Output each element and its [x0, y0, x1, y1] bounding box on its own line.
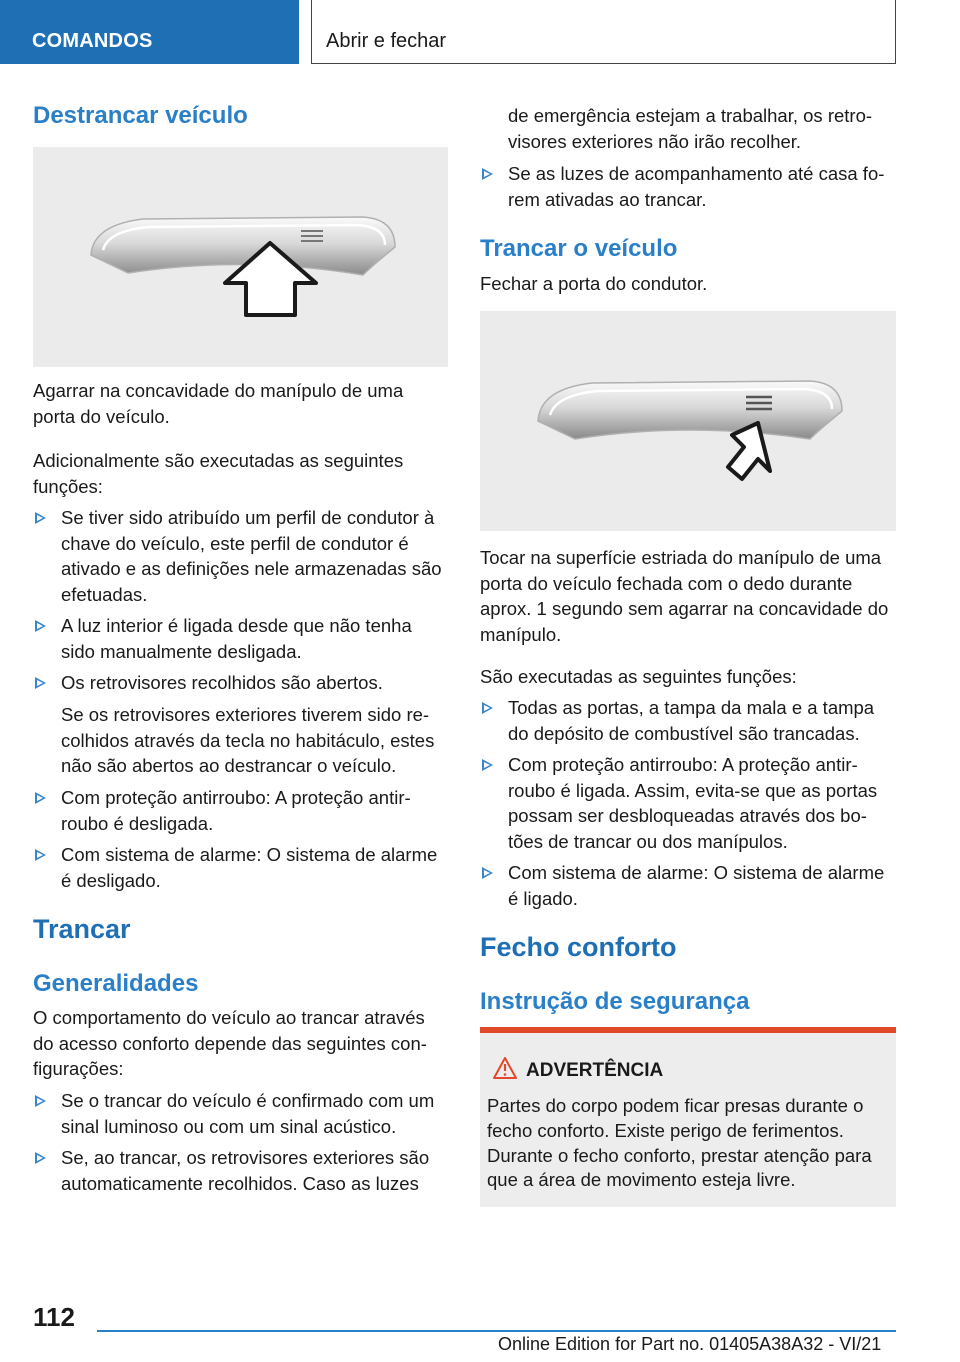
list-item: A luz interior é ligada desde que não tenha sido manualmente desligada. — [33, 613, 448, 664]
general-title: Generalidades — [33, 970, 199, 997]
general-text: O comportamento do veículo ao trancar através do acesso conforto depende das seguintes con-figurações: — [33, 1007, 427, 1080]
bullet-triangle-icon — [482, 702, 493, 714]
list-item: Se o trancar do veículo é confirmado com um sinal luminoso ou com um sinal acústico. — [33, 1088, 448, 1139]
bullet-triangle-icon — [35, 620, 46, 632]
door-handle-illustration — [480, 311, 896, 531]
mirror-note: Se os retrovisores exteriores tiverem sido re-colhidos através da tecla no habitáculo, estes não são abertos ao destrancar o veículo. — [61, 704, 435, 777]
bullet-triangle-icon — [482, 168, 493, 180]
chapter-tab — [311, 0, 896, 64]
door-handle-illustration — [33, 147, 448, 367]
continued-bullet-text: de emergência estejam a trabalhar, os retro-visores exteriores não irão recolher. — [508, 105, 873, 152]
lock-vehicle-text: Fechar a porta do condutor. — [480, 273, 708, 294]
list-item: Com proteção antirroubo: A proteção antir-roubo é ligada. Assim, evita-se que as portas possam ser desbloqueadas através dos bo-tões de trancar ou dos manípulos. — [480, 752, 896, 854]
figure-door-handle-unlock — [33, 147, 448, 367]
touch-text: Tocar na superfície estriada do manípulo de uma porta do veículo fechada com o dedo durante aprox. 1 segundo sem agarrar na concavidade do manípulo. — [480, 547, 889, 645]
bullet-triangle-icon — [35, 1095, 46, 1107]
footer-rule — [97, 1330, 896, 1332]
bullet-triangle-icon — [35, 1152, 46, 1164]
section-tab — [0, 0, 299, 64]
edition-text: Online Edition for Part no. 01405A38A32 - VI/21 — [498, 1334, 882, 1354]
warning-label: ADVERTÊNCIA — [526, 1060, 664, 1081]
figure-door-handle-lock — [480, 311, 896, 531]
section-label: COMANDOS — [32, 30, 153, 52]
list-item: Com proteção antirroubo: A proteção antir-roubo é desligada. — [33, 785, 448, 836]
list-item: Se as luzes de acompanhamento até casa fo-rem ativadas ao trancar. — [480, 161, 896, 212]
bullet-triangle-icon — [35, 677, 46, 689]
page-number: 112 — [33, 1302, 75, 1332]
unlock-title: Destrancar veículo — [33, 102, 248, 129]
list-item: Com sistema de alarme: O sistema de alarme é ligado. — [480, 860, 896, 911]
bullet-triangle-icon — [35, 849, 46, 861]
lock-vehicle-title: Trancar o veículo — [480, 235, 678, 262]
chapter-label: Abrir e fechar — [326, 30, 447, 52]
list-item: Se tiver sido atribuído um perfil de condutor à chave do veículo, este perfil de condutor é ativado e as definições nele armazenadas são efetuadas. — [33, 505, 448, 607]
bullet-triangle-icon — [482, 867, 493, 879]
bullet-triangle-icon — [35, 792, 46, 804]
unlock-functions-intro: Adicionalmente são executadas as seguintes funções: — [33, 450, 404, 497]
bullet-triangle-icon — [35, 512, 46, 524]
comfort-title: Fecho conforto — [480, 932, 677, 962]
warning-box — [480, 1027, 896, 1207]
lock-title: Trancar — [33, 914, 131, 944]
unlock-intro: Agarrar na concavidade do manípulo de uma porta do veículo. — [33, 380, 404, 427]
list-item: Com sistema de alarme: O sistema de alarme é desligado. — [33, 842, 448, 893]
functions-intro: São executadas as seguintes funções: — [480, 666, 797, 687]
list-item: Os retrovisores recolhidos são abertos. — [33, 670, 448, 696]
warning-triangle-icon — [493, 1057, 517, 1084]
bullet-triangle-icon — [482, 759, 493, 771]
list-item: Se, ao trancar, os retrovisores exteriores são automaticamente recolhidos. Caso as luzes — [33, 1145, 448, 1196]
safety-title: Instrução de segurança — [480, 988, 750, 1015]
list-item: Todas as portas, a tampa da mala e a tampa do depósito de combustível são trancadas. — [480, 695, 896, 746]
warning-text: Partes do corpo podem ficar presas durante o fecho conforto. Existe perigo de ferimentos. Durante o fecho conforto, prestar atenção para que a área de movimento esteja livre. — [487, 1095, 872, 1191]
